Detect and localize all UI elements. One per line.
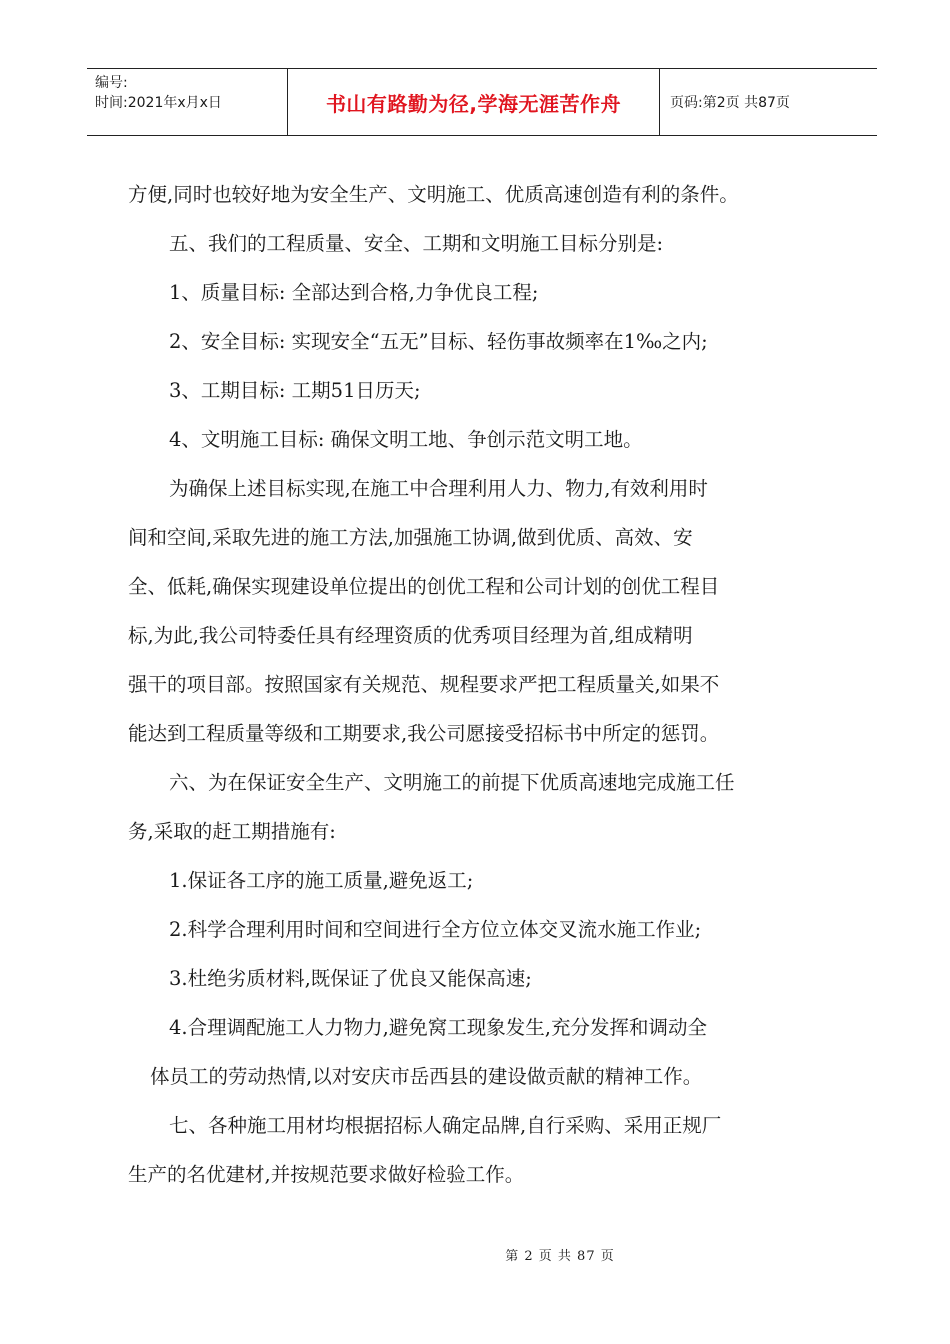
list-item: 4.合理调配施工人力物力,避免窝工现象发生,充分发挥和调动全 (169, 1016, 708, 1039)
body-line: 生产的名优建材,并按规范要求做好检验工作。 (128, 1163, 525, 1186)
list-item: 3.杜绝劣质材料,既保证了优良又能保高速; (169, 967, 532, 990)
list-item: 1、质量目标: 全部达到合格,力争优良工程; (169, 281, 539, 304)
body-line: 为确保上述目标实现,在施工中合理利用人力、物力,有效利用时 (169, 477, 708, 500)
body-line: 强干的项目部。按照国家有关规范、规程要求严把工程质量关,如果不 (128, 673, 720, 696)
body-line: 全、低耗,确保实现建设单位提出的创优工程和公司计划的创优工程目 (128, 575, 720, 598)
body-line: 间和空间,采取先进的施工方法,加强施工协调,做到优质、高效、安 (128, 526, 693, 549)
document-number-label: 编号: (95, 75, 128, 91)
body-line: 务,采取的赶工期措施有: (128, 820, 336, 843)
body-line: 方便,同时也较好地为安全生产、文明施工、优质高速创造有利的条件。 (128, 183, 739, 206)
list-item: 4、文明施工目标: 确保文明工地、争创示范文明工地。 (169, 428, 643, 451)
document-header (87, 68, 877, 136)
section-heading-7: 七、各种施工用材均根据招标人确定品牌,自行采购、采用正规厂 (169, 1114, 722, 1137)
list-item: 3、工期目标: 工期51日历天; (169, 379, 421, 402)
body-line: 标,为此,我公司特委任具有经理资质的优秀项目经理为首,组成精明 (128, 624, 693, 647)
header-meta-cell (87, 69, 288, 135)
body-line: 体员工的劳动热情,以对安庆市岳西县的建设做贡献的精神工作。 (150, 1065, 703, 1088)
document-body (128, 170, 828, 1199)
document-time-label: 时间:2021年x月x日 (95, 95, 222, 111)
page-footer: 第 2 页 共 87 页 (505, 1249, 615, 1264)
list-item: 1.保证各工序的施工质量,避免返工; (169, 869, 474, 892)
list-item: 2.科学合理利用时间和空间进行全方位立体交叉流水施工作业; (169, 918, 702, 941)
section-heading-5: 五、我们的工程质量、安全、工期和文明施工目标分别是: (169, 232, 664, 255)
header-page-code: 页码:第2页 共87页 (670, 95, 790, 111)
section-heading-6: 六、为在保证安全生产、文明施工的前提下优质高速地完成施工任 (169, 771, 735, 794)
body-line: 能达到工程质量等级和工期要求,我公司愿接受招标书中所定的惩罚。 (128, 722, 720, 745)
header-motto: 书山有路勤为径,学海无涯苦作舟 (288, 69, 660, 135)
list-item: 2、安全目标: 实现安全“五无”目标、轻伤事故频率在1‰之内; (169, 330, 708, 353)
